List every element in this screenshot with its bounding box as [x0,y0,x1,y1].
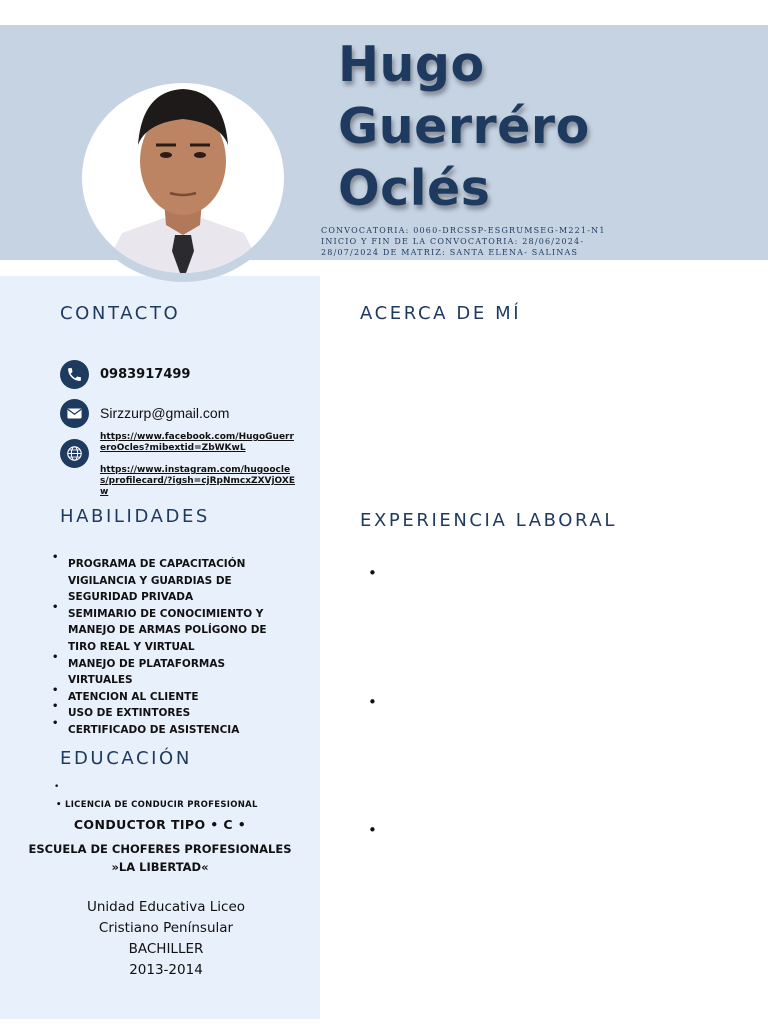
phone-number: 0983917499 [100,367,191,382]
profile-photo [82,83,284,273]
experience-bullet: • [368,693,377,711]
social-links [100,432,298,498]
experience-bullet: • [368,821,377,839]
name-line-2: Guerréro [338,98,590,155]
phone-icon [60,360,89,389]
hs-line-3: BACHILLER [128,941,204,957]
skill-item: • MANEJO DE PLATAFORMAS VIRTUALES [52,656,292,689]
skills-title: HABILIDADES [60,506,210,527]
convocatoria-text: CONVOCATORIA: 0060-DRCSSP-ESGRUMSEG-M221-N1 INICIO Y FIN DE LA CONVOCATORIA: 28/06/2024-28/07/2024 DE MATRIZ: SANTA ELENA- SALINAS [321,226,606,257]
experience-bullet: • [368,564,377,582]
email-address: Sirzzurp@gmail.com [100,405,230,421]
name-line-3: Oclés [338,160,491,217]
skill-item: • SEMIMARIO DE CONOCIMIENTO Y MANEJO DE ARMAS POLÍGONO DE TIRO REAL Y VIRTUAL [52,606,292,656]
hs-line-4: 2013-2014 [129,962,203,978]
license-type: CONDUCTOR TIPO • C • [73,817,247,832]
skills-list [52,556,292,739]
globe-icon [60,439,89,468]
school-line-1: ESCUELA DE CHOFERES PROFESIONALES [28,842,292,856]
skill-item: • PROGRAMA DE CAPACITACIÓN VIGILANCIA Y GUARDIAS DE SEGURIDAD PRIVADA [52,556,292,606]
instagram-link[interactable]: https://www.instagram.com/hugoocles/profilecard/?igsh=cjRpNmcxZXVjOXEw [100,465,295,497]
skill-item: • ATENCION AL CLIENTE [52,689,292,706]
contact-title: CONTACTO [60,303,181,324]
bullet: • [54,782,60,792]
education-title: EDUCACIÓN [60,748,192,769]
license-text: • LICENCIA DE CONDUCIR PROFESIONAL [56,800,258,810]
school-line-2: »LA LIBERTAD« [111,860,209,874]
high-school [0,897,332,981]
skill-item: • CERTIFICADO DE ASISTENCIA [52,722,292,739]
full-name [338,34,590,220]
name-line-1: Hugo [338,36,485,93]
facebook-link[interactable]: https://www.facebook.com/HugoGuerreroOcles?mibextid=ZbWKwL [100,432,294,453]
hs-line-2: Cristiano Penínsular [98,920,234,936]
experience-title: EXPERIENCIA LABORAL [360,510,617,531]
about-title: ACERCA DE MÍ [360,303,522,324]
driving-school [0,840,320,876]
mail-icon [60,399,89,428]
hs-line-1: Unidad Educativa Liceo [86,899,246,915]
skill-item: • USO DE EXTINTORES [52,705,292,722]
